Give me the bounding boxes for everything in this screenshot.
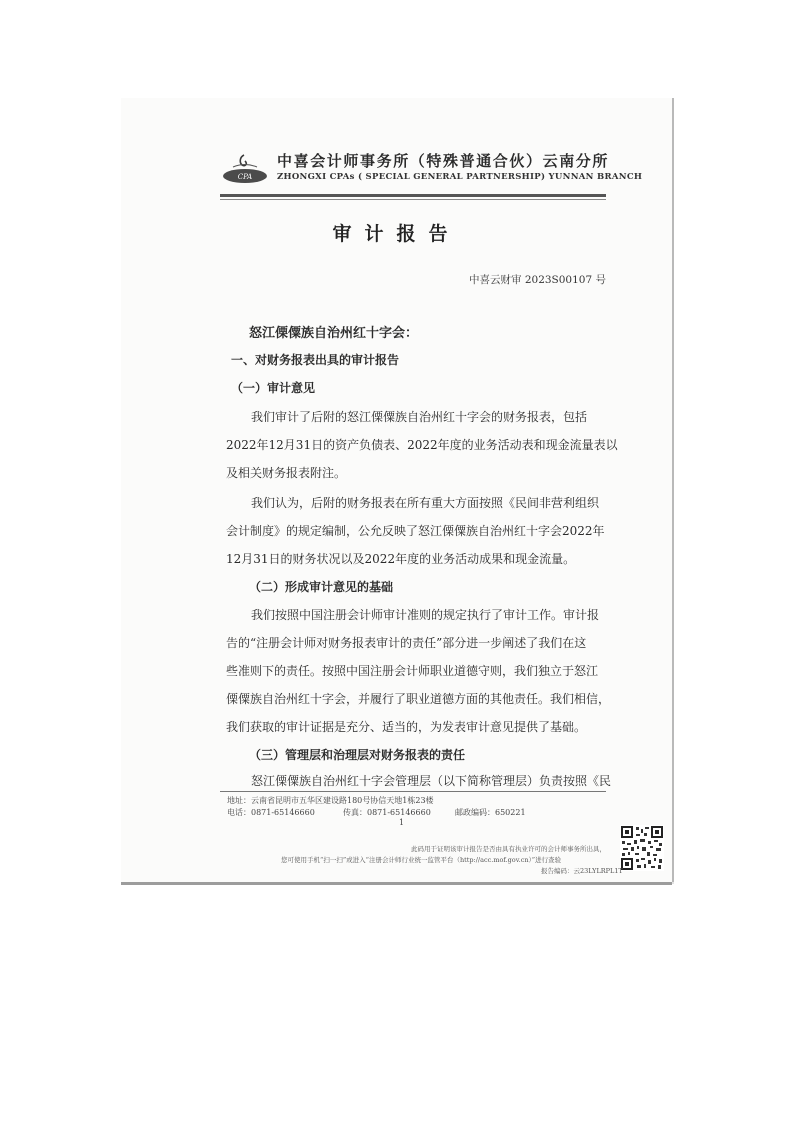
paragraph-line: 12月31日的财务状况以及2022年度的业务活动成果和现金流量。 <box>226 552 576 566</box>
footer-address: 地址：云南省昆明市五华区建设路180号协信天地1栋23楼 <box>227 796 434 805</box>
paragraph-line: 我们获取的审计证据是充分、适当的，为发表审计意见提供了基础。 <box>226 720 587 734</box>
paragraph-line: 我们认为，后附的财务报表在所有重大方面按照《民间非营利组织 <box>251 496 600 510</box>
sub-heading-opinion: （一）审计意见 <box>231 381 316 395</box>
firm-name-en: ZHONGXI CPAs ( SPECIAL GENERAL PARTNERSHIP) YUNNAN BRANCH <box>277 172 643 182</box>
footer-postcode: 邮政编码：650221 <box>455 808 526 817</box>
verify-note: 您可使用手机“扫一扫”或进入“注册会计师行业统一监管平台（http://acc.mof.gov.cn）”进行查验 <box>281 856 562 864</box>
cpa-logo-icon <box>220 152 270 186</box>
footer-rule <box>220 791 606 792</box>
paragraph-line: 怒江傈僳族自治州红十字会管理层（以下简称管理层）负责按照《民 <box>251 774 612 788</box>
scan-edge <box>121 882 672 885</box>
report-number: 中喜云财审 2023S00107 号 <box>469 274 606 286</box>
scan-edge <box>672 98 674 882</box>
paragraph-line: 及相关财务报表附注。 <box>226 466 347 480</box>
paragraph-line: 我们审计了后附的怒江傈僳族自治州红十字会的财务报表，包括 <box>251 410 588 424</box>
verify-code: 报告编码：云23LYLRPL1T <box>541 867 623 875</box>
scanned-page <box>121 98 672 882</box>
section-heading: 一、对财务报表出具的审计报告 <box>231 353 400 367</box>
paragraph-line: 会计制度》的规定编制，公允反映了怒江傈僳族自治州红十字会2022年 <box>226 524 605 538</box>
paragraph-line: 2022年12月31日的资产负债表、2022年度的业务活动表和现金流量表以 <box>226 438 618 452</box>
report-title: 审计报告 <box>332 223 461 245</box>
paragraph-line: 傈僳族自治州红十字会，并履行了职业道德方面的其他责任。我们相信， <box>226 692 611 706</box>
paragraph-line: 我们按照中国注册会计师审计准则的规定执行了审计工作。审计报 <box>251 608 600 622</box>
footer-phone: 电话：0871-65146660 <box>227 808 315 817</box>
addressee: 怒江傈僳族自治州红十字会： <box>249 326 419 341</box>
firm-name-cn: 中喜会计师事务所（特殊普通合伙）云南分所 <box>277 152 610 170</box>
sub-heading-responsibility: （三）管理层和治理层对财务报表的责任 <box>249 748 466 762</box>
footer-fax: 传真：0871-65146660 <box>343 808 431 817</box>
header-rule-thin <box>220 199 606 200</box>
page-number: 1 <box>399 818 405 827</box>
qr-code-icon <box>620 825 664 871</box>
sub-heading-basis: （二）形成审计意见的基础 <box>249 580 394 594</box>
verify-note: 此码用于证明该审计报告是否由具有执业许可的会计师事务所出具， <box>411 845 606 853</box>
paragraph-line: 告的“注册会计师对财务报表审计的责任”部分进一步阐述了我们在这 <box>226 636 587 650</box>
logo-text: CPA <box>237 173 253 181</box>
header-rule <box>220 194 606 197</box>
paragraph-line: 些准则下的责任。按照中国注册会计师职业道德守则，我们独立于怒江 <box>226 664 599 678</box>
